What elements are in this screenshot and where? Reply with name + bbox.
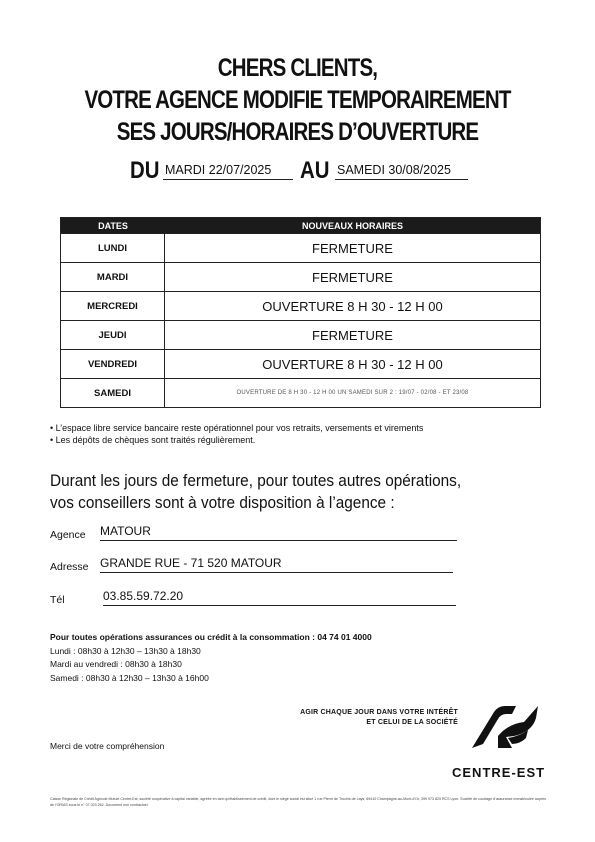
brand-name: CENTRE-EST [452,765,546,780]
thanks-text: Merci de votre compréhension [50,741,165,751]
day-cell: MARDI [61,263,165,291]
day-cell: SAMEDI [61,379,165,407]
tel-field: 03.85.59.72.20 [103,589,456,606]
header-dates: DATES [98,220,128,231]
adresse-field: GRANDE RUE - 71 520 MATOUR [100,556,453,573]
lead-line-2: vos conseillers sont à votre disposition à l’agence : [50,494,395,512]
period [0,157,595,185]
table-row [61,291,540,320]
tagline-line-2: ET CELUI DE LA SOCIÉTÉ [366,719,458,726]
day-cell: LUNDI [61,234,165,262]
insurance-info [50,631,372,685]
tagline [300,708,458,728]
table-row [61,349,540,378]
table-row [61,233,540,262]
table-row [61,262,540,291]
legal-notice: Caisse Régionale de Crédit Agricole Mutuel Centre-Est, société coopérative à capital variable, agréée en tant qu’établissement de crédit, dont le siège social est situé 1 rue Pierre de Truchis de Lays, 69410 Champagne-au-Mont-d’Or, 399 973 825 RCS Lyon. Société de courtage d’assurance immatriculée auprès de l’ORIAS sous le n° 07 023 262. Document non contractuel. [50,797,546,807]
day-cell: VENDREDI [61,350,165,378]
hours-cell: FERMETURE [312,327,393,343]
note-cheques: • Les dépôts de chèques sont traités régulièrement. [50,435,256,445]
insurance-hours-monday: Lundi : 08h30 à 12h30 – 13h30 à 18h30 [50,645,201,656]
title-line-1: CHERS CLIENTS, [217,54,378,82]
hours-cell: FERMETURE [312,240,393,256]
hours-cell: OUVERTURE 8 H 30 - 12 H 00 [262,356,443,372]
tel-label: Tél [50,594,65,606]
au-label: AU [300,157,330,184]
day-cell: MERCREDI [61,292,165,320]
agence-field: MATOUR [100,524,457,541]
schedule-table [60,217,541,408]
notes [50,422,423,446]
title-line-2: VOTRE AGENCE MODIFIE TEMPORAIREMENT [84,86,511,114]
agence-label: Agence [50,529,86,541]
hours-cell: FERMETURE [312,269,393,285]
credit-agricole-logo-icon [468,702,542,752]
lead-text [50,470,461,514]
title-line-3: SES JOURS/HORAIRES D’OUVERTURE [116,118,479,146]
du-label: DU [130,157,160,184]
tagline-line-1: AGIR CHAQUE JOUR DANS VOTRE INTÉRÊT [300,709,458,716]
header-hours: NOUVEAUX HORAIRES [301,220,403,231]
table-row [61,378,540,407]
hours-cell: OUVERTURE 8 H 30 - 12 H 00 [262,298,443,314]
insurance-hours-weekdays: Mardi au vendredi : 08h30 à 18h30 [50,659,182,669]
note-atm: • L’espace libre service bancaire reste opérationnel pour vos retraits, versements et virements [50,423,424,433]
insurance-head: Pour toutes opérations assurances ou crédit à la consommation : 04 74 01 4000 [50,632,372,642]
date-from-field: MARDI 22/07/2025 [163,163,293,180]
schedule-header [61,218,540,233]
insurance-hours-saturday: Samedi : 08h30 à 12h30 – 13h30 à 16h00 [50,672,209,683]
lead-line-1: Durant les jours de fermeture, pour toutes autres opérations, [50,472,462,490]
adresse-label: Adresse [50,561,89,573]
date-to-field: SAMEDI 30/08/2025 [335,163,468,180]
hours-cell: OUVERTURE DE 8 H 30 - 12 H 00 UN SAMEDI SUR 2 : 19/07 - 02/08 - ET 23/08 [236,390,469,396]
table-row [61,320,540,349]
day-cell: JEUDI [61,321,165,349]
